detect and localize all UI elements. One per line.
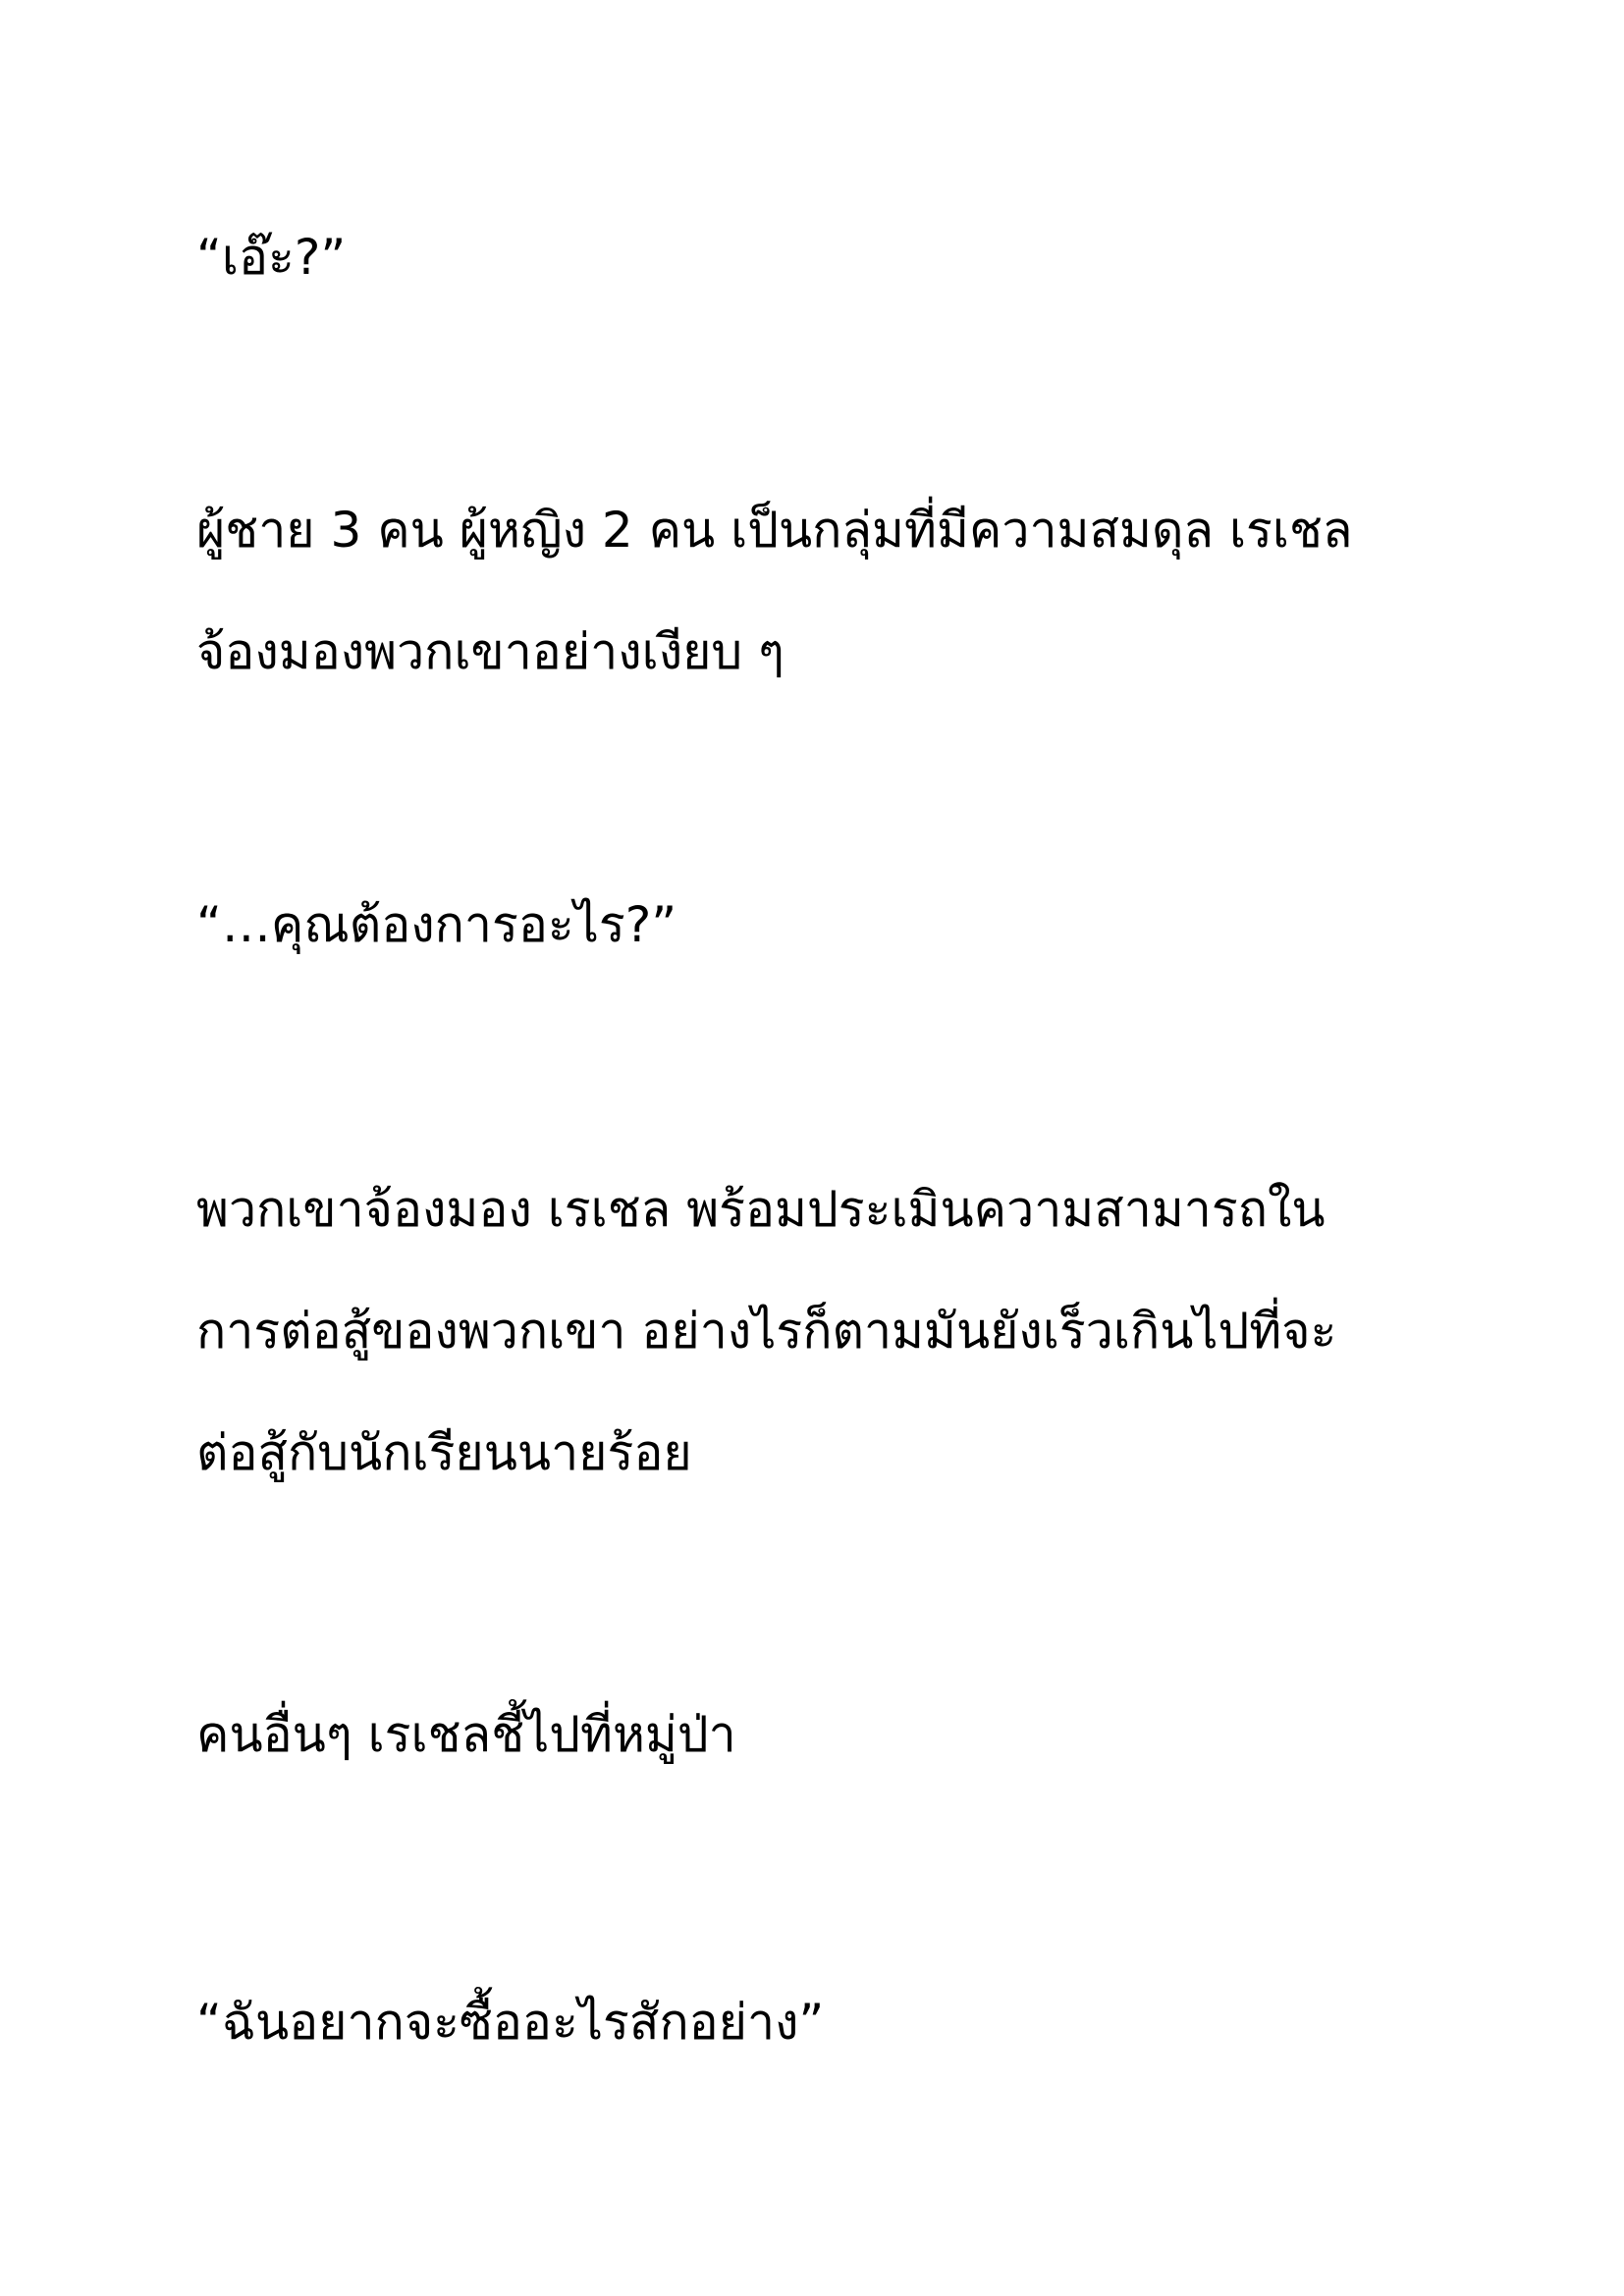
text-line: ต่อสู้กับนักเรียนนายร้อย — [196, 1424, 692, 1481]
paragraph-dialogue-2 — [196, 864, 1473, 986]
text-line: คนอื่นๆ เรเชลชี้ไปที่หมู่ป่า — [196, 1706, 736, 1763]
text-line: “เอ๊ะ?” — [196, 229, 347, 286]
text-line: การต่อสู้ของพวกเขา อย่างไรก็ตามมันยังเร็วเกินไปที่จะ — [196, 1303, 1337, 1360]
paragraph-dialogue-1 — [196, 196, 1473, 318]
text-line: จ้องมองพวกเขาอย่างเงียบ ๆ — [196, 623, 785, 680]
text-line: “…คุณต้องการอะไร?” — [196, 896, 677, 953]
paragraph-narration-2 — [196, 1148, 1473, 1514]
paragraph-dialogue-3 — [196, 1961, 1473, 2083]
text-line: ผู้ชาย 3 คน ผู้หญิง 2 คน เป็นกลุ่มที่มีความสมดุล เรเชล — [196, 502, 1353, 559]
paragraph-narration-1 — [196, 469, 1473, 713]
text-line: “ฉันอยากจะซื้ออะไรสักอย่าง” — [196, 1994, 825, 2051]
paragraph-narration-3 — [196, 1674, 1473, 1795]
text-line: พวกเขาจ้องมอง เรเชล พร้อมประเมินความสามารถใน — [196, 1181, 1326, 1238]
